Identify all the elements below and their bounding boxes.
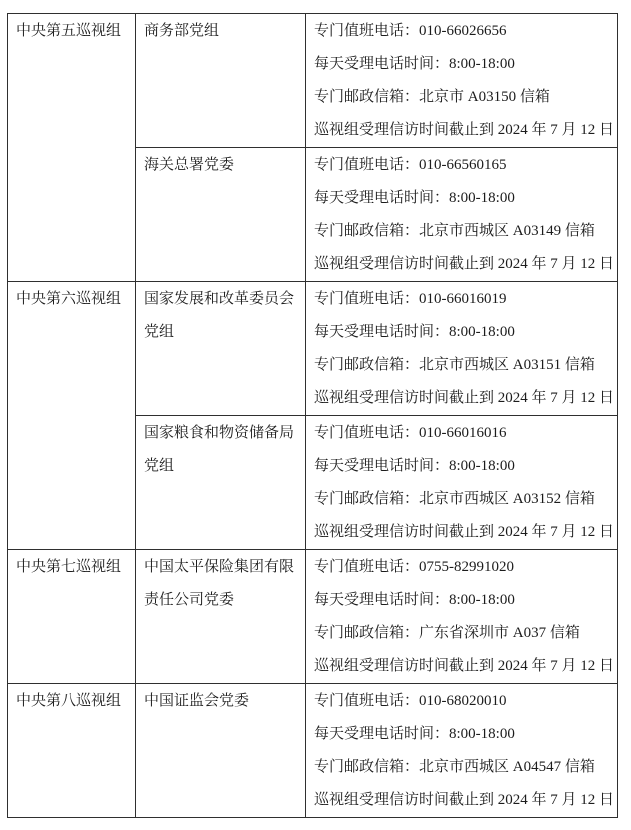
group-label: 中央第七巡视组 (16, 559, 122, 575)
detail-line-deadline: 巡视组受理信访时间截止到 2024 年 7 月 12 日 (314, 792, 615, 808)
table-row (8, 550, 618, 684)
detail-line-deadline: 巡视组受理信访时间截止到 2024 年 7 月 12 日 (314, 256, 615, 272)
group-label: 中央第六巡视组 (16, 291, 122, 307)
detail-line-duty-phone: 专门值班电话：010-66560165 (314, 157, 507, 173)
org-name-line: 党组 (144, 458, 175, 474)
detail-cell (306, 148, 618, 282)
detail-line-hours: 每天受理电话时间：8:00-18:00 (314, 56, 515, 72)
detail-line-mailbox: 专门邮政信箱：北京市 A03150 信箱 (314, 89, 550, 105)
inspection-contact-table (7, 13, 618, 818)
group-cell (8, 684, 136, 818)
detail-cell (306, 550, 618, 684)
detail-line-duty-phone: 专门值班电话：010-68020010 (314, 693, 507, 709)
detail-line-mailbox: 专门邮政信箱：广东省深圳市 A037 信箱 (314, 625, 580, 641)
org-cell (136, 282, 306, 416)
detail-line-deadline: 巡视组受理信访时间截止到 2024 年 7 月 12 日 (314, 122, 615, 138)
org-cell (136, 684, 306, 818)
org-cell (136, 14, 306, 148)
org-name-line: 海关总署党委 (144, 157, 235, 173)
group-label: 中央第五巡视组 (16, 23, 122, 39)
detail-cell (306, 416, 618, 550)
detail-cell (306, 14, 618, 148)
table-row (8, 282, 618, 416)
detail-line-hours: 每天受理电话时间：8:00-18:00 (314, 458, 515, 474)
org-name-line: 中国太平保险集团有限 (144, 559, 295, 575)
detail-line-mailbox: 专门邮政信箱：北京市西城区 A03152 信箱 (314, 491, 595, 507)
detail-line-deadline: 巡视组受理信访时间截止到 2024 年 7 月 12 日 (314, 390, 615, 406)
detail-line-hours: 每天受理电话时间：8:00-18:00 (314, 324, 515, 340)
table-row (8, 684, 618, 818)
group-cell (8, 550, 136, 684)
detail-cell (306, 282, 618, 416)
detail-line-duty-phone: 专门值班电话：010-66026656 (314, 23, 507, 39)
detail-line-duty-phone: 专门值班电话：0755-82991020 (314, 559, 514, 575)
org-name-line: 中国证监会党委 (144, 693, 250, 709)
detail-line-hours: 每天受理电话时间：8:00-18:00 (314, 592, 515, 608)
detail-line-hours: 每天受理电话时间：8:00-18:00 (314, 726, 515, 742)
org-name-line: 责任公司党委 (144, 592, 235, 608)
detail-line-hours: 每天受理电话时间：8:00-18:00 (314, 190, 515, 206)
group-cell (8, 282, 136, 550)
detail-line-duty-phone: 专门值班电话：010-66016016 (314, 425, 507, 441)
org-name-line: 国家发展和改革委员会 (144, 291, 295, 307)
detail-cell (306, 684, 618, 818)
org-cell (136, 550, 306, 684)
detail-line-deadline: 巡视组受理信访时间截止到 2024 年 7 月 12 日 (314, 658, 615, 674)
group-cell (8, 14, 136, 282)
group-label: 中央第八巡视组 (16, 693, 122, 709)
detail-line-mailbox: 专门邮政信箱：北京市西城区 A03149 信箱 (314, 223, 595, 239)
org-name-line: 党组 (144, 324, 175, 340)
detail-line-duty-phone: 专门值班电话：010-66016019 (314, 291, 507, 307)
detail-line-deadline: 巡视组受理信访时间截止到 2024 年 7 月 12 日 (314, 524, 615, 540)
detail-line-mailbox: 专门邮政信箱：北京市西城区 A04547 信箱 (314, 759, 595, 775)
org-cell (136, 148, 306, 282)
detail-line-mailbox: 专门邮政信箱：北京市西城区 A03151 信箱 (314, 357, 595, 373)
org-cell (136, 416, 306, 550)
table-row (8, 14, 618, 148)
org-name-line: 商务部党组 (144, 23, 220, 39)
org-name-line: 国家粮食和物资储备局 (144, 425, 295, 441)
